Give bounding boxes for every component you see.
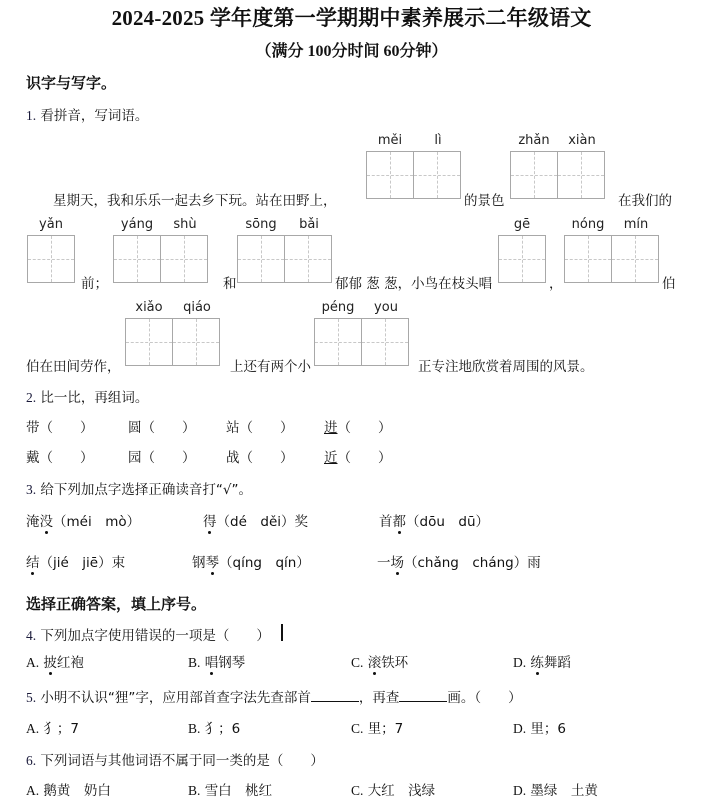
question-number: 2. bbox=[26, 390, 37, 405]
question-4-prompt bbox=[26, 624, 270, 644]
writing-grid-meili[interactable] bbox=[366, 151, 461, 199]
answer-blank[interactable]: （ ） bbox=[39, 420, 94, 436]
char: 钢 bbox=[192, 555, 206, 571]
writing-grid-yan[interactable] bbox=[27, 235, 75, 283]
question-number: 1. bbox=[26, 108, 37, 123]
dotted-char: 琴 bbox=[206, 551, 220, 571]
dotted-char: 没 bbox=[40, 510, 54, 530]
writing-grid-songbai[interactable] bbox=[237, 235, 332, 283]
question-1-prompt bbox=[26, 104, 148, 124]
question-6-prompt bbox=[26, 749, 324, 769]
question-number: 6. bbox=[26, 753, 37, 768]
fill-blank[interactable] bbox=[311, 689, 359, 702]
pinyin-options[interactable]: （dōu dū） bbox=[406, 514, 490, 530]
char: 圆 bbox=[128, 420, 142, 436]
option-label: D. bbox=[513, 783, 527, 798]
option-text: 舞蹈 bbox=[543, 655, 571, 671]
option-text: 鹅黄 奶白 bbox=[43, 783, 111, 799]
compare-item[interactable] bbox=[226, 416, 294, 436]
question-3-prompt bbox=[26, 478, 252, 498]
pinyin-options[interactable]: （qíng qín） bbox=[219, 555, 310, 571]
char: 束 bbox=[111, 555, 126, 571]
option-label: C. bbox=[351, 721, 364, 736]
writing-grid-zhanxian[interactable] bbox=[510, 151, 605, 199]
option-text: 犭；6 bbox=[204, 721, 241, 737]
answer-blank[interactable]: （ ） bbox=[337, 420, 392, 436]
dotted-char: 滚 bbox=[368, 651, 382, 671]
passage-text: ， bbox=[549, 276, 563, 292]
pronunciation-item[interactable] bbox=[203, 510, 308, 530]
char: 站 bbox=[226, 420, 240, 436]
option-label: D. bbox=[513, 721, 527, 736]
compare-item[interactable] bbox=[26, 416, 94, 436]
option-c[interactable] bbox=[351, 717, 403, 737]
dotted-char: 结 bbox=[26, 551, 40, 571]
char: 戴 bbox=[26, 450, 40, 466]
passage-text: 郁郁 葱 葱，小鸟在枝头唱 bbox=[335, 276, 493, 292]
option-text: 钢琴 bbox=[218, 655, 246, 671]
pronunciation-item[interactable] bbox=[377, 551, 541, 571]
option-label: A. bbox=[26, 655, 40, 670]
pinyin-group-yangshu bbox=[113, 217, 209, 232]
option-c[interactable] bbox=[351, 779, 435, 799]
grid-cell[interactable] bbox=[113, 235, 161, 283]
option-text: 犭；7 bbox=[43, 721, 80, 737]
pronunciation-item[interactable] bbox=[192, 551, 310, 571]
char: 首 bbox=[379, 514, 393, 530]
passage-text: 上还有两个小 bbox=[230, 359, 311, 375]
pinyin: zhǎn bbox=[518, 133, 550, 148]
pinyin: gē bbox=[513, 217, 531, 232]
pinyin: xiàn bbox=[568, 133, 596, 148]
option-text: 里；6 bbox=[530, 721, 567, 737]
pinyin-group-yan bbox=[27, 217, 75, 232]
pronunciation-item[interactable] bbox=[26, 551, 125, 571]
option-d[interactable] bbox=[513, 651, 571, 671]
writing-grid-xiaoqiao[interactable] bbox=[125, 318, 220, 366]
char: 园 bbox=[128, 450, 142, 466]
passage-text: 正专注地欣赏着周围的风景。 bbox=[418, 359, 594, 375]
passage-text: 伯 bbox=[662, 276, 676, 292]
answer-blank[interactable]: （ ） bbox=[239, 450, 294, 466]
pinyin-group-ge bbox=[498, 217, 546, 232]
pronunciation-item[interactable] bbox=[26, 510, 140, 530]
option-label: B. bbox=[188, 655, 201, 670]
option-text: 铁环 bbox=[381, 655, 409, 671]
option-label: B. bbox=[188, 721, 201, 736]
option-text: 大红 浅绿 bbox=[367, 783, 436, 799]
pinyin: yǎn bbox=[39, 217, 63, 232]
char: 奖 bbox=[294, 514, 309, 530]
section-heading-literacy: 识字与写字。 bbox=[26, 74, 117, 92]
answer-blank[interactable]: （ ） bbox=[239, 420, 294, 436]
dotted-char: 都 bbox=[393, 510, 407, 530]
compare-item[interactable] bbox=[226, 446, 294, 466]
grid-cell[interactable] bbox=[564, 235, 612, 283]
compare-item[interactable] bbox=[324, 416, 392, 436]
question-text: 小明不认识“狸”字，应用部首查字法先查部首 bbox=[40, 690, 311, 706]
writing-grid-pengyou[interactable] bbox=[314, 318, 409, 366]
option-text: 红袍 bbox=[56, 655, 84, 671]
passage-text: 和 bbox=[223, 276, 237, 292]
compare-item[interactable] bbox=[128, 416, 196, 436]
writing-grid-yangshu[interactable] bbox=[113, 235, 208, 283]
question-number: 5. bbox=[26, 690, 37, 705]
pinyin-group-xiaoqiao bbox=[125, 300, 221, 315]
grid-cell[interactable] bbox=[172, 318, 220, 366]
question-text: ，再查 bbox=[358, 690, 400, 706]
question-text: 画。（ ） bbox=[447, 690, 522, 706]
pinyin: you bbox=[374, 300, 398, 315]
question-text: 下列词语与其他词语不属于同一类的是（ ） bbox=[40, 753, 324, 769]
passage-text: 星期天，我和乐乐一起去乡下玩。站在田野上， bbox=[53, 193, 337, 209]
char: 战 bbox=[226, 450, 240, 466]
writing-grid-ge[interactable] bbox=[498, 235, 546, 283]
grid-cell[interactable] bbox=[237, 235, 285, 283]
answer-blank[interactable]: （ ） bbox=[141, 420, 196, 436]
pinyin-options[interactable]: （dé děi） bbox=[216, 514, 295, 530]
pinyin-options[interactable]: （jié jiē） bbox=[39, 555, 112, 571]
option-c[interactable] bbox=[351, 651, 408, 671]
pinyin: shù bbox=[173, 217, 197, 232]
document-subtitle: （满分 100分时间 60分钟） bbox=[255, 43, 448, 60]
option-text: 墨绿 土黄 bbox=[530, 783, 598, 799]
writing-grid-nongmin[interactable] bbox=[564, 235, 659, 283]
pinyin-options[interactable]: （méi mò） bbox=[53, 514, 141, 530]
grid-cell[interactable] bbox=[284, 235, 332, 283]
dotted-char: 唱 bbox=[205, 651, 219, 671]
pinyin: sōng bbox=[245, 217, 277, 232]
option-d[interactable] bbox=[513, 717, 566, 737]
pinyin-group-songbai bbox=[237, 217, 333, 232]
pinyin: bǎi bbox=[299, 217, 319, 232]
grid-cell[interactable] bbox=[557, 151, 605, 199]
option-text: 雪白 桃红 bbox=[204, 783, 273, 799]
passage-text: 的景色 bbox=[464, 193, 505, 209]
passage-text: 前； bbox=[81, 276, 108, 292]
answer-blank[interactable]: （ ） bbox=[141, 450, 196, 466]
grid-cell[interactable] bbox=[510, 151, 558, 199]
grid-cell[interactable] bbox=[314, 318, 362, 366]
char: 淹 bbox=[26, 514, 40, 530]
option-label: B. bbox=[188, 783, 201, 798]
option-label: A. bbox=[26, 783, 40, 798]
option-d[interactable] bbox=[513, 779, 598, 799]
option-a[interactable] bbox=[26, 651, 84, 671]
option-a[interactable] bbox=[26, 717, 79, 737]
pinyin: péng bbox=[321, 300, 355, 315]
pinyin: yáng bbox=[120, 217, 154, 232]
dotted-char: 场 bbox=[391, 551, 405, 571]
grid-cell[interactable] bbox=[611, 235, 659, 283]
option-b[interactable] bbox=[188, 779, 272, 799]
pinyin: měi bbox=[377, 133, 403, 148]
pinyin-group-nongmin bbox=[564, 217, 660, 232]
grid-cell[interactable] bbox=[27, 235, 75, 283]
question-number: 3. bbox=[26, 482, 37, 497]
grid-cell[interactable] bbox=[361, 318, 409, 366]
question-number: 4. bbox=[26, 628, 37, 643]
document-title: 2024-2025 学年度第一学期期中素养展示二年级语文 bbox=[111, 6, 592, 30]
passage-text: 在我们的 bbox=[618, 193, 672, 209]
question-text: 给下列加点字选择正确读音打“√”。 bbox=[40, 482, 253, 498]
fill-blank[interactable] bbox=[399, 689, 447, 702]
pronunciation-item[interactable] bbox=[379, 510, 489, 530]
question-text: 看拼音，写词语。 bbox=[40, 108, 149, 124]
option-label: C. bbox=[351, 783, 364, 798]
compare-item[interactable] bbox=[324, 446, 392, 466]
char: 一 bbox=[377, 555, 391, 571]
char: 进 bbox=[324, 420, 338, 436]
question-2-prompt bbox=[26, 386, 148, 406]
option-a[interactable] bbox=[26, 779, 111, 799]
char: 近 bbox=[324, 450, 338, 466]
dotted-char: 披 bbox=[43, 651, 57, 671]
grid-cell[interactable] bbox=[498, 235, 546, 283]
char: 带 bbox=[26, 420, 40, 436]
dotted-char: 练 bbox=[530, 651, 544, 671]
pinyin: xiǎo bbox=[135, 300, 163, 315]
passage-text: 伯在田间劳作， bbox=[26, 359, 121, 375]
compare-item[interactable] bbox=[128, 446, 196, 466]
compare-item[interactable] bbox=[26, 446, 94, 466]
pinyin: qiáo bbox=[183, 300, 211, 315]
grid-cell[interactable] bbox=[413, 151, 461, 199]
section-heading-choice: 选择正确答案，填上序号。 bbox=[26, 595, 207, 613]
question-text: 下列加点字使用错误的一项是（ ） bbox=[40, 628, 270, 644]
option-text: 里；7 bbox=[367, 721, 404, 737]
option-label: C. bbox=[351, 655, 364, 670]
question-5-prompt bbox=[26, 686, 522, 706]
question-text: 比一比，再组词。 bbox=[40, 390, 149, 406]
pinyin: nóng bbox=[571, 217, 605, 232]
pinyin-options[interactable]: （chǎng cháng） bbox=[404, 555, 528, 571]
answer-blank[interactable]: （ ） bbox=[337, 450, 392, 466]
text-cursor bbox=[281, 624, 283, 641]
option-b[interactable] bbox=[188, 717, 240, 737]
answer-blank[interactable]: （ ） bbox=[39, 450, 94, 466]
grid-cell[interactable] bbox=[125, 318, 173, 366]
option-label: D. bbox=[513, 655, 527, 670]
pinyin: mín bbox=[623, 217, 649, 232]
option-b[interactable] bbox=[188, 651, 245, 671]
pinyin-group-zhanxian bbox=[510, 133, 606, 148]
char: 雨 bbox=[527, 555, 541, 571]
option-label: A. bbox=[26, 721, 40, 736]
pinyin: lì bbox=[434, 133, 442, 148]
pinyin-group-pengyou bbox=[314, 300, 410, 315]
pinyin-group-meili bbox=[366, 133, 462, 148]
dotted-char: 得 bbox=[203, 510, 217, 530]
grid-cell[interactable] bbox=[366, 151, 414, 199]
grid-cell[interactable] bbox=[160, 235, 208, 283]
